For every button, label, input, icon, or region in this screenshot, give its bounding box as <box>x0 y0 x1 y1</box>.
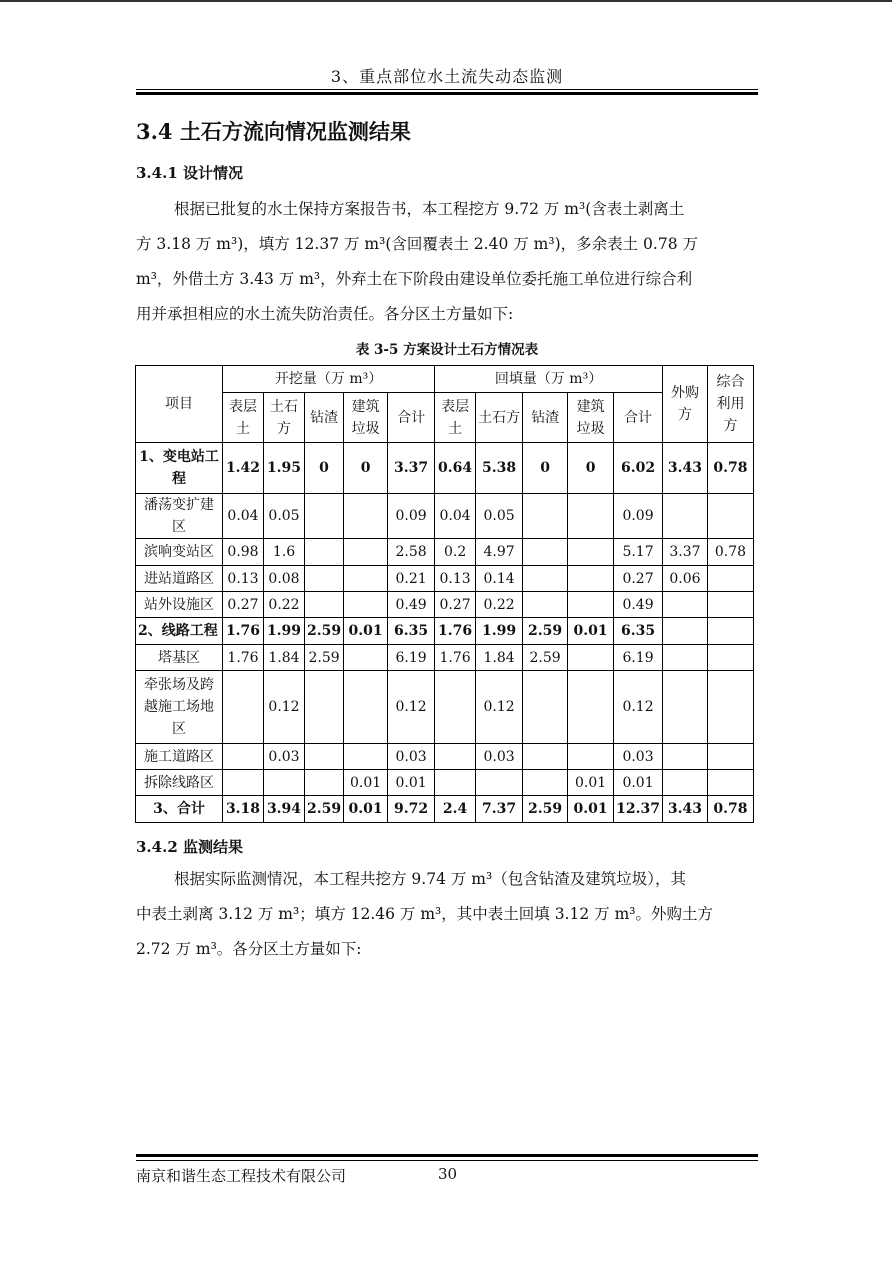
table-cell: 0.03 <box>388 744 435 770</box>
table-cell: 0.05 <box>476 494 523 539</box>
table-cell: 0.49 <box>388 592 435 618</box>
table-cell <box>568 671 614 744</box>
table-cell: 0.03 <box>614 744 663 770</box>
table-cell <box>223 744 264 770</box>
paragraph-line: 根据已批复的水土保持方案报告书，本工程挖方 9.72 万 m³(含表土剥离土 <box>174 200 685 218</box>
subsection-title-design: 3.4.1 设计情况 <box>136 164 243 182</box>
table-cell: 0 <box>523 443 568 494</box>
table-cell: 0.01 <box>568 796 614 823</box>
table-cell: 2.59 <box>523 618 568 645</box>
table-cell: 0.01 <box>568 770 614 796</box>
subheader-cell: 钻渣 <box>305 393 344 443</box>
paragraph-line: 用并承担相应的水土流失防治责任。各分区土方量如下: <box>136 305 514 323</box>
row-label: 拆除线路区 <box>136 770 223 796</box>
table-cell: 2.59 <box>523 796 568 823</box>
section-title: 3.4 土石方流向情况监测结果 <box>136 119 411 144</box>
footer-rule-thin <box>136 1160 758 1161</box>
table-row <box>136 443 754 494</box>
page-header: 3、重点部位水土流失动态监测 <box>330 67 564 86</box>
table-cell: 1.76 <box>435 618 476 645</box>
table-body <box>136 366 754 823</box>
table-cell: 0.22 <box>264 592 305 618</box>
paragraph-line: m³，外借土方 3.43 万 m³，外弃土在下阶段由建设单位委托施工单位进行综合利 <box>136 270 693 288</box>
table-cell: 2.59 <box>305 618 344 645</box>
subheader-cell: 合计 <box>614 393 663 443</box>
table-cell: 3.37 <box>662 539 707 566</box>
table-cell: 3.37 <box>388 443 435 494</box>
table-row <box>136 770 754 796</box>
table-cell <box>662 671 707 744</box>
row-label: 滨响变站区 <box>136 539 223 566</box>
row-label: 站外设施区 <box>136 592 223 618</box>
table-cell: 3.43 <box>662 796 707 823</box>
table-cell: 0.78 <box>707 796 753 823</box>
table-row <box>136 671 754 744</box>
table-cell <box>523 494 568 539</box>
table-cell: 1.76 <box>435 645 476 671</box>
table-cell: 0.08 <box>264 566 305 592</box>
table-cell <box>305 566 344 592</box>
earthwork-table <box>135 365 754 823</box>
table-cell: 3.43 <box>662 443 707 494</box>
row-label: 3、合计 <box>136 796 223 823</box>
subheader-cell: 表层土 <box>435 393 476 443</box>
table-cell <box>305 770 344 796</box>
table-cell: 0.01 <box>344 618 388 645</box>
table-cell: 0.27 <box>614 566 663 592</box>
table-cell: 0.03 <box>476 744 523 770</box>
table-cell: 0.09 <box>614 494 663 539</box>
table-cell: 0.12 <box>476 671 523 744</box>
footer-company: 南京和谐生态工程技术有限公司 <box>136 1167 347 1185</box>
table-cell <box>707 494 753 539</box>
row-label: 牵张场及跨越施工场地区 <box>136 671 223 744</box>
table-cell: 2.59 <box>305 796 344 823</box>
table-cell: 0.98 <box>223 539 264 566</box>
table-cell: 0 <box>344 443 388 494</box>
table-cell <box>707 566 753 592</box>
table-cell <box>435 744 476 770</box>
table-cell: 0.01 <box>344 796 388 823</box>
header-item: 项目 <box>136 366 223 443</box>
table-cell: 6.35 <box>614 618 663 645</box>
table-cell <box>662 645 707 671</box>
table-cell: 1.42 <box>223 443 264 494</box>
table-cell <box>707 744 753 770</box>
table-cell: 1.84 <box>476 645 523 671</box>
table-cell: 0 <box>305 443 344 494</box>
subheader-cell: 土石方 <box>476 393 523 443</box>
table-cell: 0 <box>568 443 614 494</box>
table-cell <box>223 671 264 744</box>
paragraph-line: 中表土剥离 3.12 万 m³；填方 12.46 万 m³，其中表土回填 3.12 万 m³。外购土方 <box>136 905 713 923</box>
table-cell <box>344 592 388 618</box>
table-cell: 5.17 <box>614 539 663 566</box>
table-cell <box>568 592 614 618</box>
table-cell: 1.95 <box>264 443 305 494</box>
table-cell <box>523 592 568 618</box>
table-cell: 0.01 <box>568 618 614 645</box>
table-cell <box>264 770 305 796</box>
subheader-cell: 建筑垃圾 <box>344 393 388 443</box>
table-row <box>136 796 754 823</box>
table-subheader-row <box>136 393 754 443</box>
table-cell <box>662 744 707 770</box>
table-cell: 6.19 <box>614 645 663 671</box>
table-cell <box>568 744 614 770</box>
table-cell <box>435 671 476 744</box>
table-cell: 1.6 <box>264 539 305 566</box>
row-label: 2、线路工程 <box>136 618 223 645</box>
table-cell: 0.01 <box>614 770 663 796</box>
table-cell <box>344 671 388 744</box>
table-cell <box>344 744 388 770</box>
table-cell: 0.05 <box>264 494 305 539</box>
header-reuse: 综合利用方 <box>707 366 753 443</box>
table-cell: 0.13 <box>223 566 264 592</box>
table-cell <box>568 539 614 566</box>
table-cell: 7.37 <box>476 796 523 823</box>
table-cell: 4.97 <box>476 539 523 566</box>
table-cell <box>523 566 568 592</box>
table-cell: 6.19 <box>388 645 435 671</box>
table-cell <box>476 770 523 796</box>
table-cell: 0.64 <box>435 443 476 494</box>
table-cell: 0.78 <box>707 443 753 494</box>
table-cell: 1.84 <box>264 645 305 671</box>
table-cell: 0.04 <box>223 494 264 539</box>
subheader-cell: 合计 <box>388 393 435 443</box>
table-cell <box>523 770 568 796</box>
table-cell: 0.01 <box>388 770 435 796</box>
table-cell <box>344 566 388 592</box>
header-rule-thick <box>136 92 758 95</box>
table-cell <box>305 744 344 770</box>
table-cell <box>568 494 614 539</box>
table-cell <box>662 592 707 618</box>
table-cell: 0.78 <box>707 539 753 566</box>
row-label: 1、变电站工程 <box>136 443 223 494</box>
header-fill: 回填量（万 m³） <box>435 366 663 393</box>
paragraph-line: 2.72 万 m³。各分区土方量如下: <box>136 940 362 958</box>
table-row <box>136 494 754 539</box>
table-cell: 2.59 <box>305 645 344 671</box>
table-cell: 0.2 <box>435 539 476 566</box>
table-cell: 0.14 <box>476 566 523 592</box>
subheader-cell: 钻渣 <box>523 393 568 443</box>
table-row <box>136 744 754 770</box>
header-excavation: 开挖量（万 m³） <box>223 366 435 393</box>
table-cell: 0.12 <box>614 671 663 744</box>
table-cell <box>662 494 707 539</box>
table-cell: 0.22 <box>476 592 523 618</box>
table-row <box>136 539 754 566</box>
subheader-cell: 土石方 <box>264 393 305 443</box>
header-rule-thin <box>136 89 758 90</box>
table-cell <box>344 645 388 671</box>
table-cell <box>707 770 753 796</box>
row-label: 潘荡变扩建区 <box>136 494 223 539</box>
table-cell: 0.01 <box>344 770 388 796</box>
table-cell: 6.02 <box>614 443 663 494</box>
table-cell: 0.12 <box>264 671 305 744</box>
table-cell <box>344 494 388 539</box>
table-cell: 6.35 <box>388 618 435 645</box>
row-label: 进站道路区 <box>136 566 223 592</box>
subheader-cell: 建筑垃圾 <box>568 393 614 443</box>
table-cell: 0.06 <box>662 566 707 592</box>
table-cell <box>344 539 388 566</box>
table-cell <box>707 671 753 744</box>
table-cell: 0.21 <box>388 566 435 592</box>
paragraph-line: 方 3.18 万 m³)，填方 12.37 万 m³(含回覆表土 2.40 万 m³)，多余表土 0.78 万 <box>136 235 698 253</box>
table-cell: 5.38 <box>476 443 523 494</box>
row-label: 施工道路区 <box>136 744 223 770</box>
table-cell: 1.99 <box>264 618 305 645</box>
table-cell <box>435 770 476 796</box>
table-cell <box>523 744 568 770</box>
table-cell: 2.4 <box>435 796 476 823</box>
table-row <box>136 566 754 592</box>
table-cell <box>305 494 344 539</box>
paragraph-design <box>136 192 758 332</box>
table-cell <box>305 539 344 566</box>
table-cell <box>523 539 568 566</box>
subheader-cell: 表层土 <box>223 393 264 443</box>
table-cell <box>662 770 707 796</box>
table-cell: 0.27 <box>223 592 264 618</box>
table-cell: 0.09 <box>388 494 435 539</box>
table-cell <box>223 770 264 796</box>
table-row <box>136 645 754 671</box>
table-cell: 0.13 <box>435 566 476 592</box>
table-cell: 0.04 <box>435 494 476 539</box>
page-top-border <box>0 0 892 2</box>
table-cell <box>305 671 344 744</box>
table-cell: 1.99 <box>476 618 523 645</box>
table-cell <box>707 645 753 671</box>
table-cell: 0.12 <box>388 671 435 744</box>
table-cell <box>568 645 614 671</box>
table-cell: 1.76 <box>223 645 264 671</box>
table-cell <box>707 592 753 618</box>
table-cell: 2.59 <box>523 645 568 671</box>
footer-rule-thick <box>136 1154 758 1157</box>
table-cell <box>568 566 614 592</box>
table-cell: 0.49 <box>614 592 663 618</box>
footer-page-number: 30 <box>438 1165 458 1183</box>
table-cell <box>523 671 568 744</box>
table-cell <box>707 618 753 645</box>
table-cell: 0.03 <box>264 744 305 770</box>
table-cell: 9.72 <box>388 796 435 823</box>
table-header-row <box>136 366 754 393</box>
row-label: 塔基区 <box>136 645 223 671</box>
paragraph-monitoring <box>136 862 758 967</box>
table-cell: 12.37 <box>614 796 663 823</box>
table-cell: 3.94 <box>264 796 305 823</box>
table-row <box>136 592 754 618</box>
table-row <box>136 618 754 645</box>
paragraph-line: 根据实际监测情况，本工程共挖方 9.74 万 m³（包含钻渣及建筑垃圾），其 <box>174 870 686 888</box>
table-cell <box>305 592 344 618</box>
subsection-title-monitoring: 3.4.2 监测结果 <box>136 838 243 856</box>
table-caption: 表 3-5 方案设计土石方情况表 <box>355 342 539 358</box>
table-cell <box>662 618 707 645</box>
table-cell: 2.58 <box>388 539 435 566</box>
table-cell: 3.18 <box>223 796 264 823</box>
header-purchase: 外购方 <box>662 366 707 443</box>
table-cell: 1.76 <box>223 618 264 645</box>
table-cell: 0.27 <box>435 592 476 618</box>
